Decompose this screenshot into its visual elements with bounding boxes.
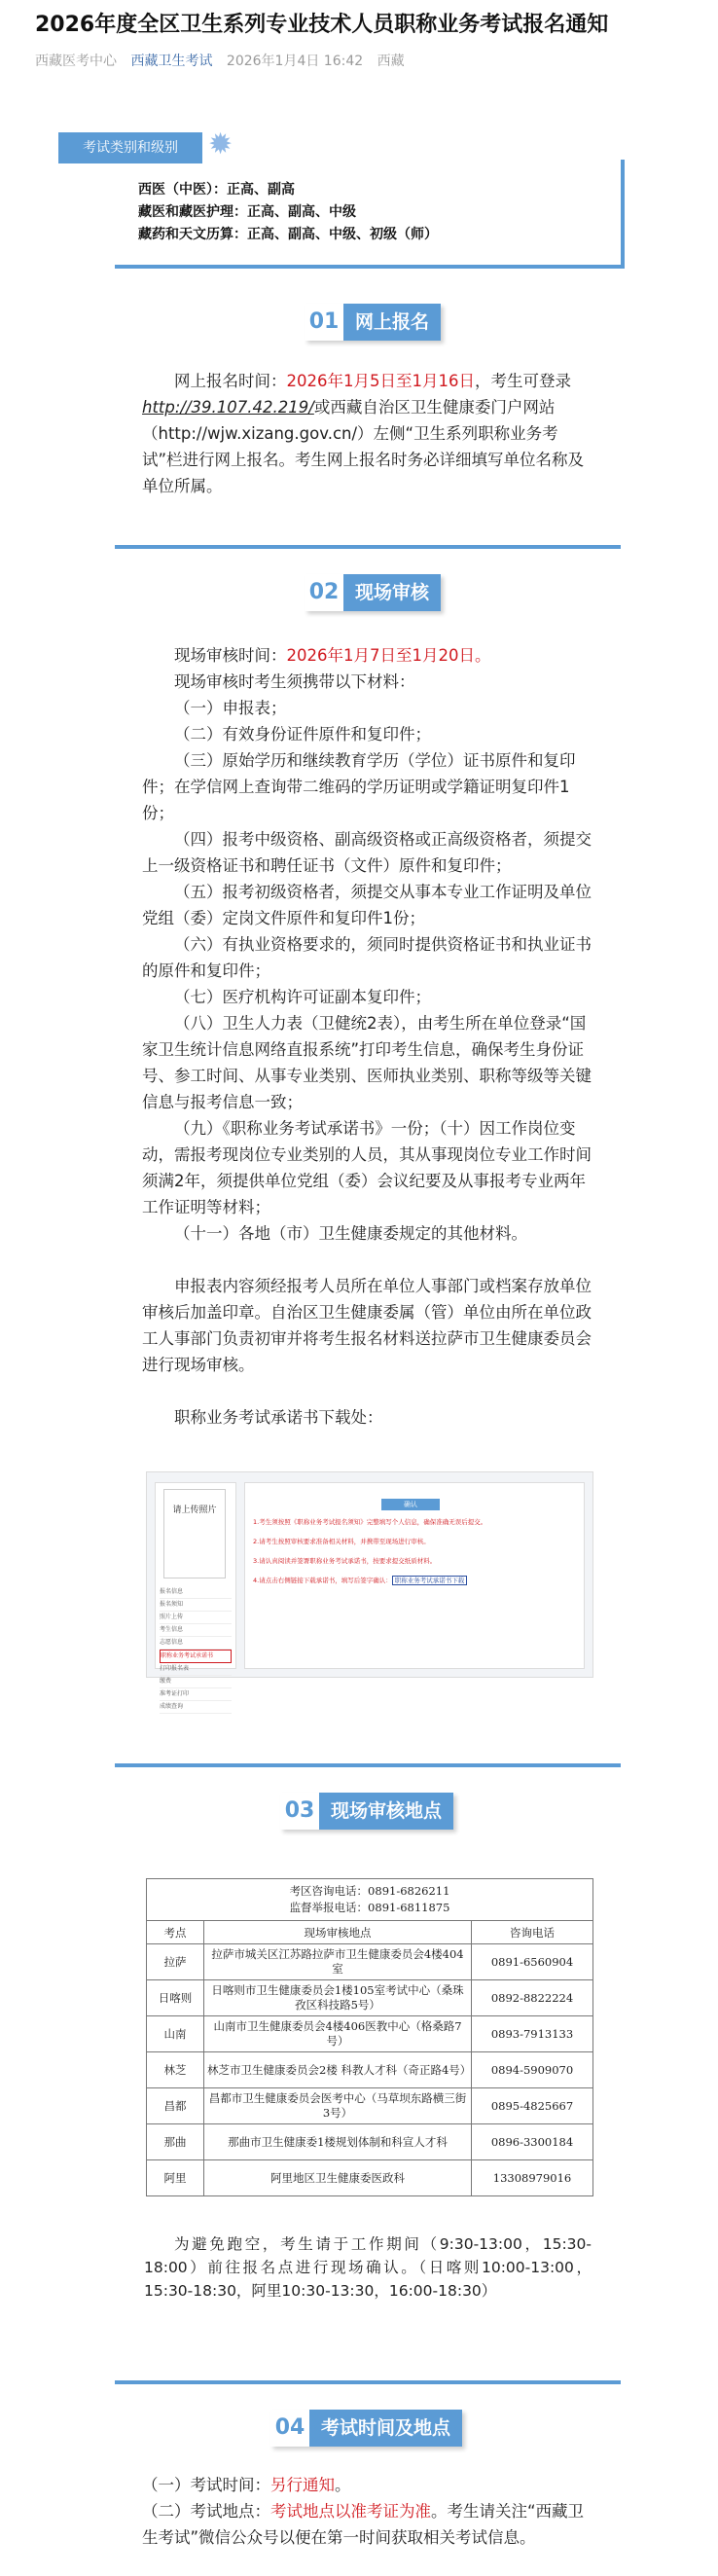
- section-header-online: [305, 304, 441, 341]
- screenshot-menu-item: 成绩查询: [160, 1701, 232, 1714]
- review-intro: 现场审核时考生须携带以下材料：: [174, 672, 415, 691]
- screenshot-menu-item: 准考证打印: [160, 1688, 232, 1701]
- review-item: （六）有执业资格要求的，须同时提供资格证书和执业证书的原件和复印件；: [142, 935, 592, 980]
- venue-address: 拉萨市城关区江苏路拉萨市卫生健康委员会4楼404室: [204, 1944, 472, 1980]
- screenshot-menu-item: 照片上传: [160, 1612, 232, 1624]
- review-item: （十一）各地（市）卫生健康委规定的其他材料。: [174, 1224, 527, 1243]
- hotline-text: 考区咨询电话：0891-6826211: [289, 1884, 450, 1898]
- gear-icon: ✹: [208, 127, 233, 162]
- screenshot-confirm-button: 确认: [381, 1499, 440, 1510]
- online-text-b: ，考生可登录: [474, 372, 571, 390]
- online-registration-text: [142, 368, 592, 499]
- account-link[interactable]: 西藏卫生考试: [130, 54, 213, 69]
- venue-address: 昌都市卫生健康委员会医考中心（马草坝东路横三街3号）: [204, 2088, 472, 2124]
- exam-time-label: （一）考试时间：: [142, 2476, 270, 2494]
- section-label: 现场审核地点: [319, 1793, 453, 1830]
- review-time-label: 现场审核时间：: [174, 646, 287, 665]
- screenshot-menu-item: 打印报名表: [160, 1663, 232, 1676]
- category-line: 藏医和藏医护理：正高、副高、中级: [138, 204, 356, 220]
- section-number: 03: [280, 1793, 319, 1830]
- publish-date: 2026年1月4日 16:42: [226, 54, 364, 69]
- review-item: （一）申报表；: [174, 699, 287, 717]
- category-list: [138, 179, 438, 246]
- hotline-cell: [147, 1879, 593, 1921]
- venue-address: 林芝市卫生健康委员会2楼 科教人才科（奇正路4号）: [204, 2052, 472, 2088]
- venue-address: 山南市卫生健康委员会4楼406医教中心（格桑路7号）: [204, 2016, 472, 2052]
- screenshot-notes: [253, 1516, 578, 1586]
- article-title: 2026年度全区卫生系列专业技术人员职称业务考试报名通知: [35, 13, 609, 37]
- report-phone-text: 监督举报电话：0891-6811875: [289, 1901, 450, 1914]
- section-number: 01: [305, 304, 343, 341]
- column-header: 咨询电话: [472, 1921, 593, 1944]
- registration-url-link[interactable]: http://39.107.42.219/: [142, 398, 314, 417]
- exam-place: 考试地点以准考证为准: [270, 2502, 431, 2521]
- screenshot-menu-item-highlight: 职称业务考试承诺书: [160, 1650, 232, 1663]
- screenshot-menu-item: 考生信息: [160, 1624, 232, 1637]
- article-meta: [35, 51, 414, 70]
- registration-system-screenshot: [146, 1471, 593, 1710]
- table-row: [147, 1944, 593, 1980]
- category-tag: 考试类别和级别: [58, 132, 202, 163]
- column-header: 考点: [147, 1921, 204, 1944]
- online-text-a: 网上报名时间：: [174, 372, 287, 390]
- venue-site: 林芝: [147, 2052, 204, 2088]
- venue-site: 阿里: [147, 2160, 204, 2196]
- venues-note: [144, 2232, 592, 2303]
- stamp-note: 申报表内容须经报考人员所在单位人事部门或档案存放单位审核后加盖印章。自治区卫生健康委属（管）单位由所在单位政工人事部门负责初审并将考生报名材料送拉萨市卫生健康委员会进行现场审核。: [142, 1277, 592, 1374]
- screenshot-main: [244, 1482, 585, 1669]
- screenshot-note: 2.请考生按照审核要求准备相关材料，并携带至现场进行审核。: [253, 1538, 430, 1545]
- online-text-c: 或西藏自治区卫生健康委门户网站（http://wjw.xizang.gov.cn/）左侧“卫生系列职称业务考试”栏进行网上报名。考生网上报名时务必详细填写单位名称及单位所属。: [142, 398, 585, 495]
- venue-site: 昌都: [147, 2088, 204, 2124]
- review-item: （五）报考初级资格者，须提交从事本专业工作证明及单位党组（委）定岗文件原件和复印件1份；: [142, 883, 592, 927]
- screenshot-note: 3.请认真阅读并签署职称业务考试承诺书，按要求提交纸质材料。: [253, 1557, 437, 1565]
- download-label: 职称业务考试承诺书下载处：: [174, 1408, 383, 1427]
- screenshot-menu-item: 缴费: [160, 1676, 232, 1688]
- venue-phone: 0891-6560904: [472, 1944, 593, 1980]
- venue-address: 日喀则市卫生健康委员会1楼105室考试中心（桑珠孜区科技路5号）: [204, 1980, 472, 2016]
- review-item: （三）原始学历和继续教育学历（学位）证书原件和复印件；在学信网上查询带二维码的学历证明或学籍证明复印件1份；: [142, 751, 576, 822]
- review-item: （九）《职称业务考试承诺书》一份；（十）因工作岗位变动，需报考现岗位专业类别的人员，其从事现岗位专业工作时间须满2年，须提供单位党组（委）会议纪要及从事报考专业两年工作证明等材料；: [142, 1119, 592, 1216]
- section-header-review: [305, 574, 441, 611]
- column-header: 现场审核地点: [204, 1921, 472, 1944]
- exam-time: 另行通知: [270, 2476, 335, 2494]
- screenshot-note: 4.请点击右侧链接下载承诺书，填写后签字确认：: [253, 1577, 392, 1584]
- review-item: （七）医疗机构许可证副本复印件；: [174, 988, 431, 1006]
- section-number: 04: [270, 2410, 309, 2447]
- venues-table: [146, 1878, 593, 2196]
- venue-phone: 0895-4825667: [472, 2088, 593, 2124]
- section-divider: [115, 545, 621, 549]
- table-row: [147, 1980, 593, 2016]
- table-row: [147, 2160, 593, 2196]
- venues-note-text: 为避免跑空，考生请于工作期间（9:30-13:00，15:30-18:00）前往报名点进行现场确认。（日喀则10:00-13:00，15:30-18:30，阿里10:30-13:30，16:00-18:30）: [144, 2235, 592, 2300]
- screenshot-menu: [160, 1586, 232, 1714]
- table-row: [147, 2124, 593, 2160]
- section-divider: [115, 1763, 621, 1767]
- exam-info: [142, 2472, 592, 2551]
- venue-phone: 0893-7913133: [472, 2016, 593, 2052]
- publish-location: 西藏: [377, 54, 405, 69]
- venue-address: 阿里地区卫生健康委医政科: [204, 2160, 472, 2196]
- venue-address: 那曲市卫生健康委1楼规划体制和科宣人才科: [204, 2124, 472, 2160]
- screenshot-sidebar: [155, 1482, 236, 1710]
- venue-site: 那曲: [147, 2124, 204, 2160]
- venue-phone: 0896-3300184: [472, 2124, 593, 2160]
- section-divider: [115, 2380, 621, 2384]
- table-row: [147, 2052, 593, 2088]
- venue-phone: 13308979016: [472, 2160, 593, 2196]
- screenshot-menu-item: 报名信息: [160, 1586, 232, 1599]
- section-header-exam: [270, 2410, 462, 2447]
- review-item: （八）卫生人力表（卫健统2表），由考生所在单位登录“国家卫生统计信息网络直报系统”打印考生信息，确保考生身份证号、参工时间、从事专业类别、医师执业类别、职称等级等关键信息与报考信息一致；: [142, 1014, 592, 1111]
- review-item: （二）有效身份证件原件和复印件；: [174, 725, 431, 744]
- review-time: 2026年1月7日至1月20日: [286, 646, 475, 665]
- table-row: [147, 2088, 593, 2124]
- venue-phone: 0892-8822224: [472, 1980, 593, 2016]
- online-time: 2026年1月5日至1月16日: [286, 372, 475, 390]
- photo-placeholder: 请上传照片: [163, 1489, 226, 1578]
- section-label: 现场审核: [343, 574, 441, 611]
- screenshot-download-link: 职称业务考试承诺书下载: [392, 1576, 468, 1585]
- review-time-end: 。: [474, 646, 491, 665]
- venue-site: 拉萨: [147, 1944, 204, 1980]
- exam-place-label: （二）考试地点：: [142, 2502, 270, 2521]
- venue-site: 日喀则: [147, 1980, 204, 2016]
- section-number: 02: [305, 574, 343, 611]
- screenshot-menu-item: 志愿信息: [160, 1637, 232, 1650]
- category-line: 藏药和天文历算：正高、副高、中级、初级（师）: [138, 227, 438, 242]
- venue-site: 山南: [147, 2016, 204, 2052]
- article-source: 西藏医考中心: [35, 54, 117, 69]
- review-item: （四）报考中级资格、副高级资格或正高级资格者，须提交上一级资格证书和聘任证书（文件）原件和复印件；: [142, 830, 592, 875]
- screenshot-note: 1.考生须按照《职称业务考试报名须知》完整填写个人信息，确保准确无误后提交。: [253, 1518, 487, 1526]
- screenshot-menu-item: 报名须知: [160, 1599, 232, 1612]
- section-label: 考试时间及地点: [309, 2410, 462, 2447]
- section-header-venues: [280, 1793, 453, 1830]
- section-label: 网上报名: [343, 304, 441, 341]
- category-line: 西医（中医）：正高、副高: [138, 182, 295, 198]
- exam-time-end: 。: [335, 2476, 351, 2494]
- review-text: [142, 642, 592, 1431]
- exam-place-note: 。考生请关注“西藏卫生考试”微信公众号以便在第一时间获取相关考试信息。: [142, 2502, 585, 2547]
- venue-phone: 0894-5909070: [472, 2052, 593, 2088]
- table-row: [147, 2016, 593, 2052]
